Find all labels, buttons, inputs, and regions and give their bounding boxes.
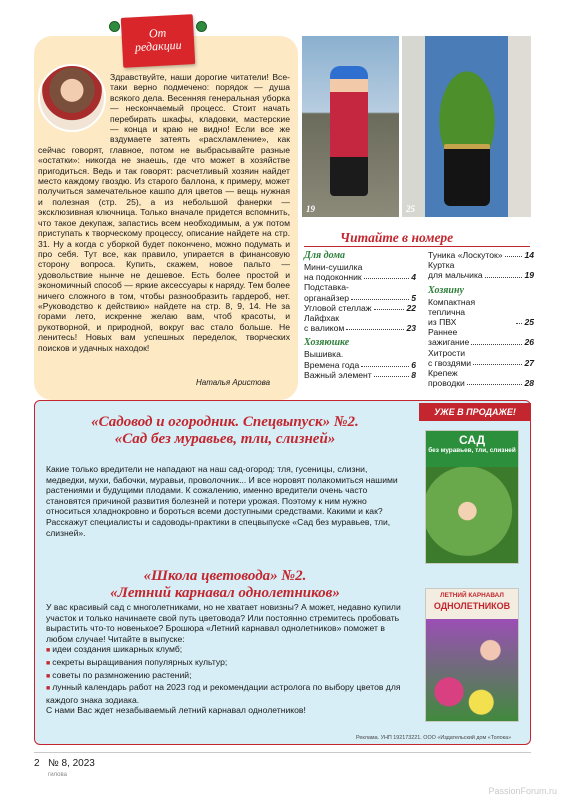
toc-item[interactable]: Раннее зажигание 26 [428, 327, 534, 348]
editor-letter-text: Здравствуйте, наши дорогие читатели! Все-таки верно подмечено: порядок — душа всякого дела. Весенняя генеральная уборка — нескончаемый процесс. Стоит начать перебирать шкафы, кладовки, мастерские — конца и краю не видно! Если все же вздумаете затеять «расхламление», как сейчас говорят, главное, потом не выбрасывайте разные «остатки»: никогда не знаешь, где что может в хозяйстве пригодиться. Ведь и так говорят: расчетливый хозяин найдет место каждому гвоздю. Из старого баллона, к примеру, может получиться замечательное кашпо для цветов — вещь нужная и полезная (стр. 25), а из небольшой фанерки — эксклюзивная ключница. Только вначале придется вспомнить, что такое декупаж, запастись всем необходимым, а уж потом приступать к творческому процессу, описание найдете на стр. 31. Ну а когда с уборкой будет покончено, можно подумать и про себя. Тут все, как правило, упирается в финансовую сторону вопроса. Купить, скажем, новое пальто — удовольствие нынче не дешевое. Есть более простой и экономичный способ — яркие аксессуары к наряду. Тем более ничего сложного в том, чтобы разнообразить гардероб, нет. «Руководство к действию» найдете на стр. 8, 9, 14. Не за горами лето, искренне желаю вам, чтоб красоты, и рукотворной, и природной, вокруг вас стало больше. Не ленитесь! Новых вам успешных переделок, творческих поисков и удачных находок! [38, 72, 290, 353]
toc-item[interactable]: Вышивка. Времена года 6 [304, 349, 416, 370]
toc-item[interactable]: Лайфхак с валиком 23 [304, 313, 416, 334]
toc-item[interactable]: Компактная теплична из ПВХ 25 [428, 296, 534, 328]
toc-item[interactable]: Подставка- органайзер 5 [304, 282, 416, 303]
toc-item[interactable]: Туника «Лоскуток» 14 [428, 250, 534, 260]
toc-item[interactable]: Важный элемент 8 [304, 369, 416, 380]
contents-title: Читайте в номере [340, 230, 454, 245]
editor-badge-line2: редакции [134, 37, 182, 55]
ad-title-2: «Школа цветовода» №2. «Летний карнавал однолетников» [110, 568, 340, 601]
on-sale-badge: УЖЕ В ПРОДАЖЕ! [419, 403, 531, 421]
ad-bullet-list [46, 644, 412, 705]
ad-closing: С нами Вас ждет незабываемый летний карнавал однолетников! [46, 705, 306, 716]
ad-title-1: «Садовод и огородник. Спецвыпуск» №2. «Сад без муравьев, тли, слизней» [91, 414, 359, 447]
toc-item[interactable]: Мини-сушилка на подоконник 4 [304, 262, 416, 283]
divider [304, 246, 530, 247]
contents-left-column [304, 250, 416, 380]
photo-girl-vest [302, 36, 399, 217]
watermark: PassionForum.ru [488, 786, 557, 796]
toc-item[interactable]: Хитрости с гвоздями 27 [428, 347, 534, 368]
list-item: ■ советы по размножению растений; [46, 670, 412, 683]
toc-item[interactable]: Крепеж проводки 28 [428, 368, 534, 389]
ad-disclaimer: Реклама. УНП 192173221. ООО «Издательский дом «Толока» [356, 735, 512, 741]
ad-text-2-intro: У вас красивый сад с многолетниками, но не хватает новизны? А может, недавно купили участок и только начинаете свой путь цветовода? Или постоянно стремитесь пробовать вырастить что-то новенькое? Брошюра «Летний карнавал однолетников» поможет в любом случае! Читайте в выпуске: [46, 602, 401, 644]
pin-icon [196, 21, 207, 32]
ad-text-1: Какие только вредители не нападают на наш сад-огород: тля, гусеницы, слизни, медведки, мухи, бабочки, муравьи, проволочник... И все норовят полакомиться нашими растениями и будущими плодами. К сожалению, именно вредители очень часто становятся причиной развития болезней и потери урожая. Поэтому к ним нужно относиться хладнокровно и бороться всеми доступными средствами. Какими и как? Расскажут специалисты и садоводы-практики в спецвыпуске «Сад без муравьев, тли, слизней». [46, 464, 398, 538]
ad-text-2 [46, 602, 412, 716]
magazine-cover-flowers[interactable]: ЛЕТНИЙ КАРНАВАЛ ОДНОЛЕТНИКОВ [425, 588, 519, 722]
page-number: 2 [34, 758, 40, 769]
editor-badge-line1: От [148, 25, 167, 41]
divider [34, 752, 531, 753]
photo-palm-pot [402, 36, 531, 217]
pin-icon [109, 21, 120, 32]
toc-section-heading: Хозяюшке [304, 337, 350, 349]
contents-right-column [428, 250, 534, 388]
list-item: ■ лунный календарь работ на 2023 год и рекомендации астролога по выбору цветов для каждого знака зодиака. [46, 682, 412, 705]
photo-page-number: 25 [406, 204, 415, 214]
brand-label: гилова [48, 772, 67, 778]
editor-badge [121, 14, 196, 68]
toc-section-heading: Для дома [304, 250, 346, 261]
toc-section-heading: Хозяину [428, 284, 464, 296]
issue-label: № 8, 2023 [48, 758, 95, 769]
editor-avatar [38, 64, 106, 132]
list-item: ■ секреты выращивания популярных культур; [46, 657, 412, 670]
magazine-cover-garden[interactable]: САД без муравьев, тли, слизней [425, 430, 519, 564]
toc-item[interactable]: Угловой стеллаж 22 [304, 302, 416, 313]
list-item: ■ идеи создания шикарных клумб; [46, 644, 412, 657]
photo-page-number: 19 [306, 204, 315, 214]
editor-signature: Наталья Аристова [196, 378, 271, 387]
toc-item[interactable]: Куртка для мальчика 19 [428, 260, 534, 281]
